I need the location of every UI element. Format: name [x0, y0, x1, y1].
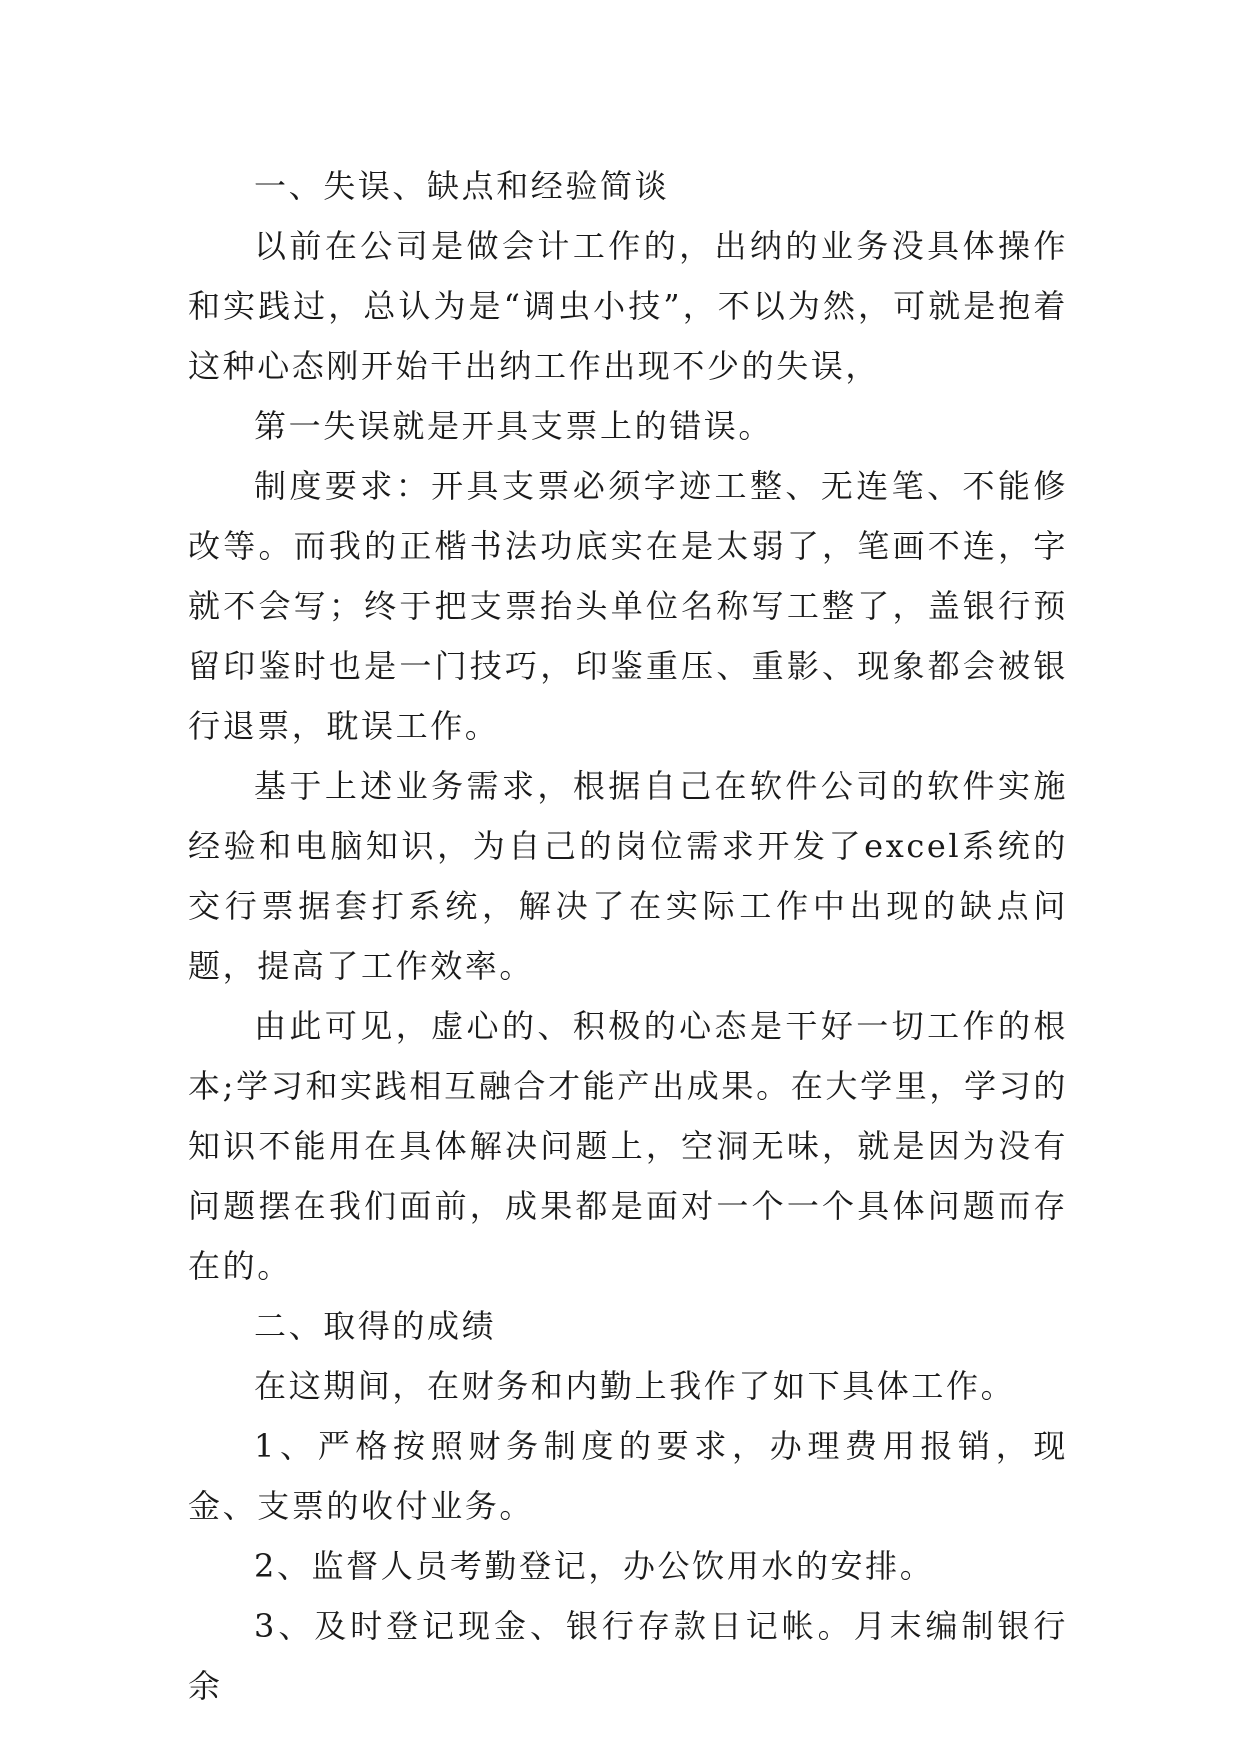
paragraph-background: 以前在公司是做会计工作的，出纳的业务没具体操作和实践过，总认为是“调虫小技”，不以为然，可就是抱着这种心态刚开始干出纳工作出现不少的失误， — [188, 227, 1068, 385]
paragraph-work-intro: 在这期间，在财务和内勤上我作了如下具体工作。 — [254, 1367, 1016, 1405]
paragraph-check-requirements: 制度要求：开具支票必须字迹工整、无连笔、不能修改等。而我的正楷书法功底实在是太弱了，笔画不连，字就不会写；终于把支票抬头单位名称写工整了，盖银行预留印鉴时也是一门技巧，印鉴重压、重影、现象都会被银行退票，耽误工作。 — [188, 467, 1068, 745]
paragraph-conclusion: 由此可见，虚心的、积极的心态是干好一切工作的根本;学习和实践相互融合才能产出成果。在大学里，学习的知识不能用在具体解决问题上，空洞无味，就是因为没有问题摆在我们面前，成果都是面对一个一个具体问题而存在的。 — [188, 1007, 1068, 1285]
list-item-3: 3、及时登记现金、银行存款日记帐。月末编制银行余 — [188, 1607, 1068, 1705]
section-heading-1: 一、失误、缺点和经验简谈 — [254, 167, 670, 205]
paragraph-first-mistake: 第一失误就是开具支票上的错误。 — [254, 407, 774, 445]
document-body — [188, 156, 1068, 1716]
list-item-1: 1、严格按照财务制度的要求，办理费用报销，现金、支票的收付业务。 — [188, 1427, 1068, 1525]
list-item-2: 2、监督人员考勤登记，办公饮用水的安排。 — [254, 1547, 935, 1585]
paragraph-excel-system: 基于上述业务需求，根据自己在软件公司的软件实施经验和电脑知识，为自己的岗位需求开发了excel系统的交行票据套打系统，解决了在实际工作中出现的缺点问题，提高了工作效率。 — [188, 767, 1068, 985]
section-heading-2: 二、取得的成绩 — [254, 1307, 497, 1345]
